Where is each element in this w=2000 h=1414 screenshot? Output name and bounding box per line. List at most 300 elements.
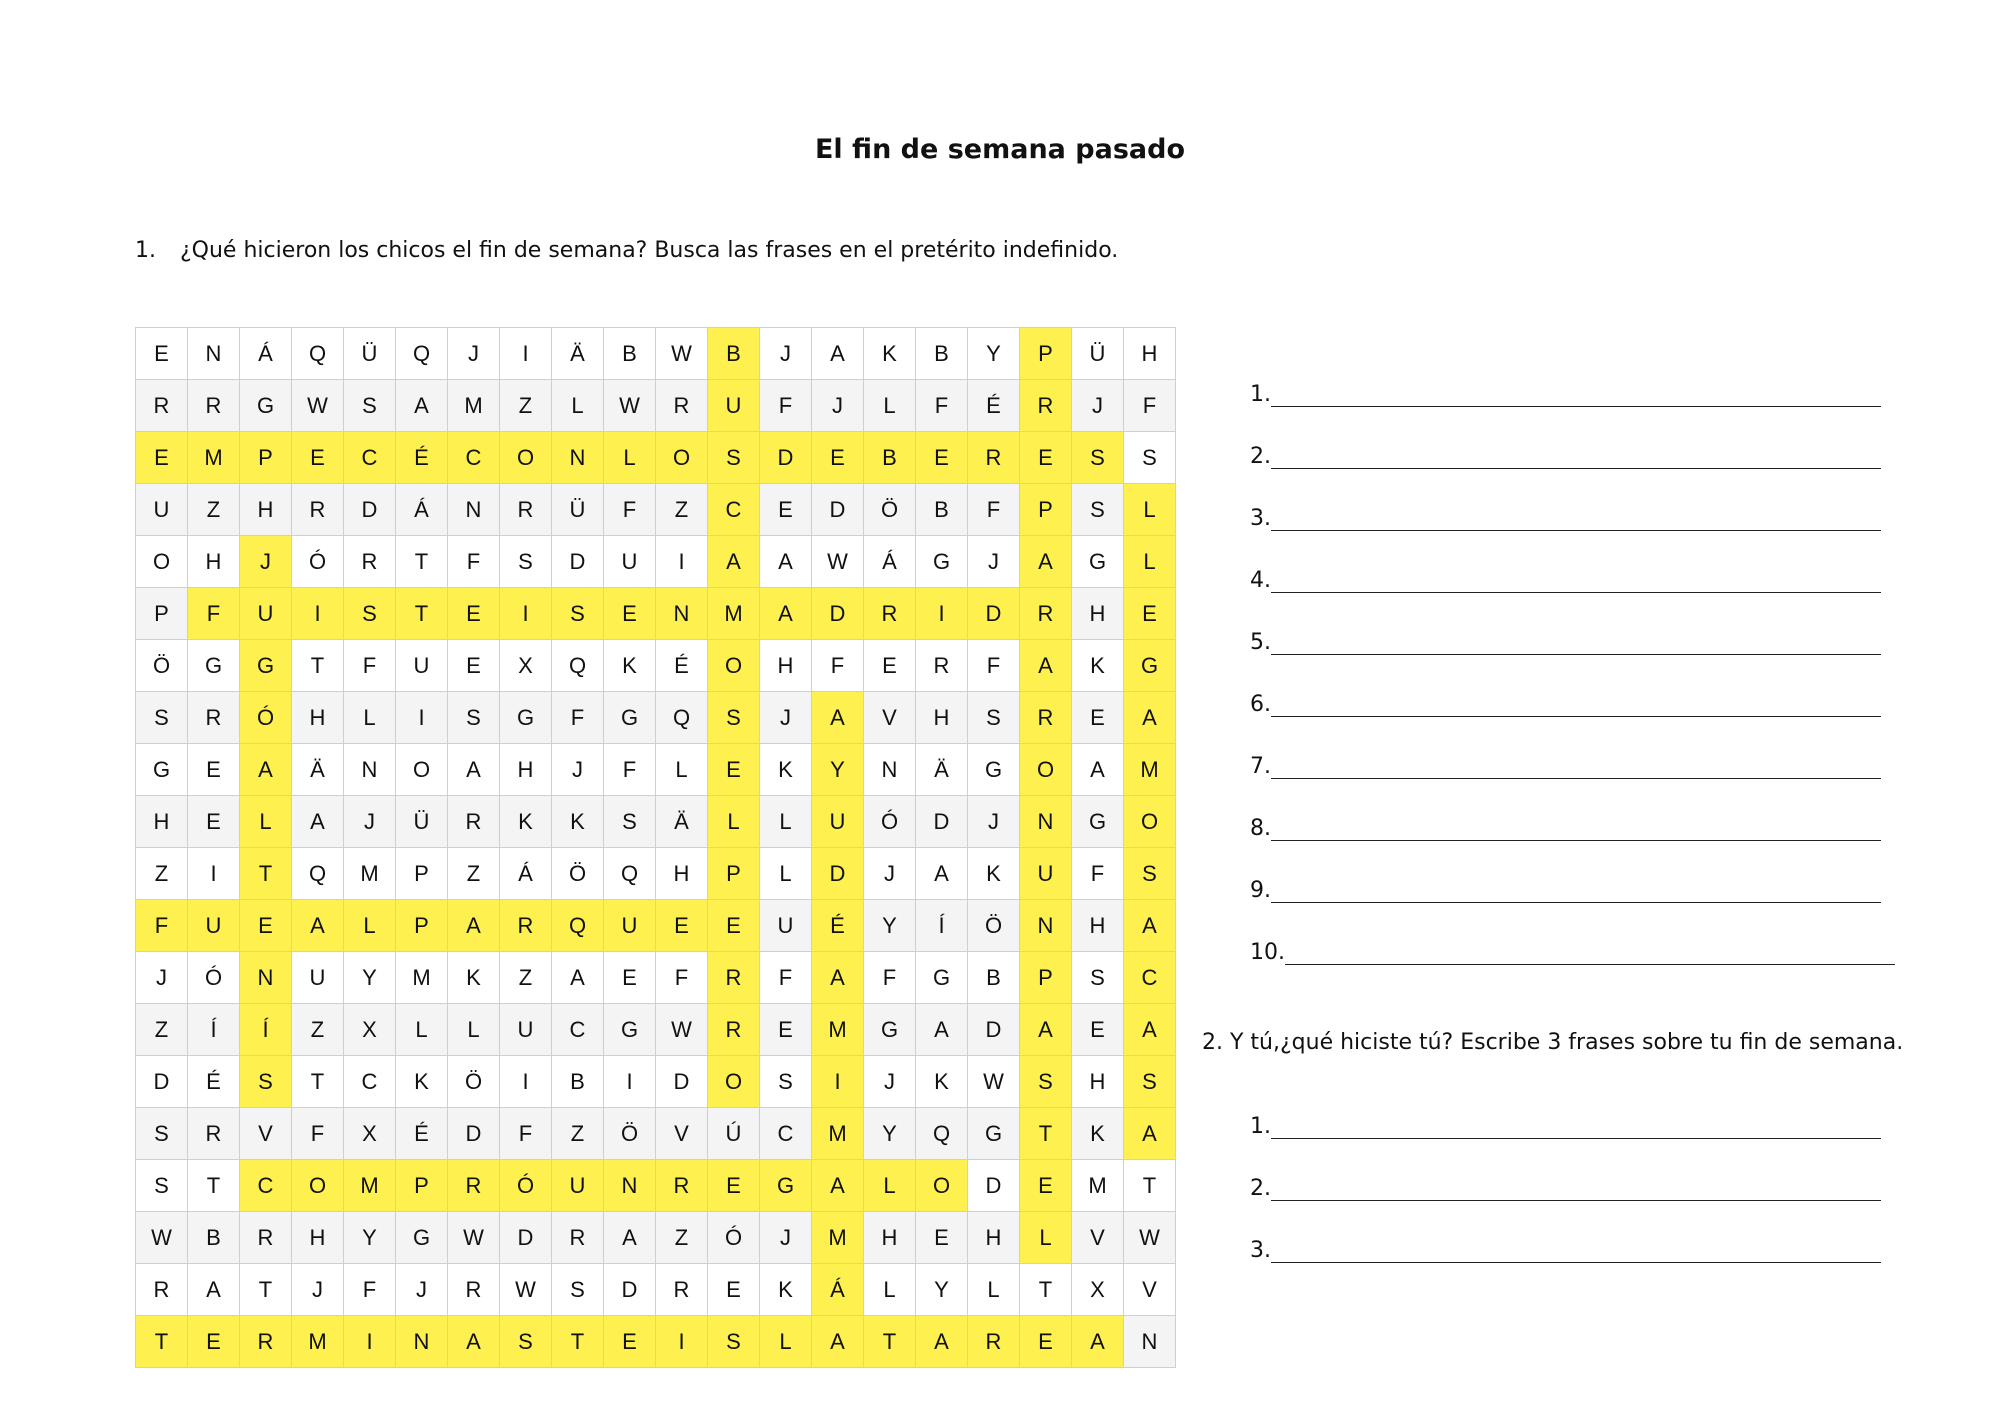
answer-line[interactable] xyxy=(1250,345,1895,407)
grid-cell: K xyxy=(1072,640,1124,692)
grid-cell: U xyxy=(604,900,656,952)
answer-line[interactable] xyxy=(1250,531,1895,593)
grid-cell: R xyxy=(1020,588,1072,640)
grid-cell: J xyxy=(760,1212,812,1264)
grid-cell: E xyxy=(1072,692,1124,744)
grid-cell: Z xyxy=(656,1212,708,1264)
grid-cell: S xyxy=(500,536,552,588)
grid-cell: Q xyxy=(604,848,656,900)
grid-cell: Q xyxy=(292,328,344,380)
answer-blank[interactable] xyxy=(1271,818,1881,841)
question-2: 2. Y tú,¿qué hiciste tú? Escribe 3 frases sobre tu fin de semana. xyxy=(1202,1030,1904,1055)
grid-cell: J xyxy=(292,1264,344,1316)
grid-cell: I xyxy=(656,536,708,588)
grid-cell: B xyxy=(708,328,760,380)
grid-cell: W xyxy=(500,1264,552,1316)
answer-lines-1 xyxy=(1250,345,1895,965)
grid-cell: M xyxy=(812,1108,864,1160)
grid-cell: H xyxy=(188,536,240,588)
grid-cell: D xyxy=(656,1056,708,1108)
grid-cell: O xyxy=(396,744,448,796)
grid-cell: N xyxy=(396,1316,448,1368)
grid-cell: K xyxy=(396,1056,448,1108)
grid-cell: R xyxy=(656,1264,708,1316)
grid-cell: E xyxy=(916,1212,968,1264)
grid-cell: W xyxy=(812,536,864,588)
grid-cell: J xyxy=(864,1056,916,1108)
grid-cell: Z xyxy=(656,484,708,536)
grid-cell: B xyxy=(188,1212,240,1264)
grid-cell: L xyxy=(1020,1212,1072,1264)
grid-cell: S xyxy=(968,692,1020,744)
grid-cell: F xyxy=(344,1264,396,1316)
grid-cell: S xyxy=(136,1160,188,1212)
grid-cell: M xyxy=(1072,1160,1124,1212)
grid-cell: D xyxy=(344,484,396,536)
grid-cell: E xyxy=(864,640,916,692)
grid-cell: O xyxy=(708,640,760,692)
grid-cell: W xyxy=(656,1004,708,1056)
grid-cell: L xyxy=(864,380,916,432)
grid-cell: Ä xyxy=(656,796,708,848)
grid-cell: Ü xyxy=(344,328,396,380)
grid-cell: R xyxy=(240,1316,292,1368)
grid-cell: Y xyxy=(812,744,864,796)
grid-cell: K xyxy=(604,640,656,692)
grid-cell: A xyxy=(448,744,500,796)
grid-cell: R xyxy=(136,380,188,432)
grid-cell: J xyxy=(968,536,1020,588)
grid-cell: D xyxy=(552,536,604,588)
grid-cell: M xyxy=(448,380,500,432)
grid-cell: S xyxy=(1072,432,1124,484)
grid-cell: P xyxy=(136,588,188,640)
grid-cell: Ó xyxy=(708,1212,760,1264)
grid-cell: H xyxy=(1072,900,1124,952)
answer-number: 9. xyxy=(1250,878,1271,903)
grid-cell: É xyxy=(656,640,708,692)
grid-cell: W xyxy=(604,380,656,432)
grid-cell: L xyxy=(656,744,708,796)
grid-cell: K xyxy=(1072,1108,1124,1160)
grid-cell: Í xyxy=(188,1004,240,1056)
grid-cell: S xyxy=(448,692,500,744)
grid-cell: N xyxy=(188,328,240,380)
grid-cell: G xyxy=(1072,536,1124,588)
grid-cell: T xyxy=(136,1316,188,1368)
grid-cell: Z xyxy=(292,1004,344,1056)
grid-cell: A xyxy=(1124,692,1176,744)
grid-cell: Á xyxy=(396,484,448,536)
grid-cell: Ó xyxy=(188,952,240,1004)
grid-cell: F xyxy=(552,692,604,744)
grid-cell: Í xyxy=(916,900,968,952)
grid-cell: Q xyxy=(396,328,448,380)
grid-cell: J xyxy=(968,796,1020,848)
grid-cell: F xyxy=(916,380,968,432)
grid-cell: E xyxy=(708,900,760,952)
grid-cell: T xyxy=(240,1264,292,1316)
answer-line[interactable] xyxy=(1250,469,1895,531)
grid-cell: S xyxy=(1124,432,1176,484)
grid-cell: R xyxy=(968,432,1020,484)
grid-cell: X xyxy=(344,1108,396,1160)
instruction-text: ¿Qué hicieron los chicos el fin de semana? Busca las frases en el pretérito indefinido. xyxy=(180,238,1119,263)
grid-cell: L xyxy=(448,1004,500,1056)
grid-cell: S xyxy=(344,588,396,640)
grid-cell: A xyxy=(812,328,864,380)
grid-cell: O xyxy=(708,1056,760,1108)
grid-cell: T xyxy=(552,1316,604,1368)
answer-number: 1. xyxy=(1250,382,1271,407)
grid-cell: H xyxy=(968,1212,1020,1264)
word-search-grid xyxy=(135,327,1176,1368)
grid-cell: R xyxy=(188,692,240,744)
answer-line[interactable] xyxy=(1250,841,1895,903)
grid-cell: Y xyxy=(864,1108,916,1160)
grid-cell: S xyxy=(1124,848,1176,900)
grid-cell: A xyxy=(812,692,864,744)
grid-cell: B xyxy=(968,952,1020,1004)
grid-cell: H xyxy=(240,484,292,536)
grid-cell: E xyxy=(188,796,240,848)
answer-blank[interactable] xyxy=(1271,508,1881,531)
grid-cell: L xyxy=(240,796,292,848)
grid-cell: T xyxy=(292,1056,344,1108)
grid-cell: K xyxy=(552,796,604,848)
grid-cell: A xyxy=(916,1316,968,1368)
grid-cell: I xyxy=(500,328,552,380)
grid-cell: W xyxy=(968,1056,1020,1108)
grid-cell: U xyxy=(136,484,188,536)
answer-blank[interactable] xyxy=(1271,756,1881,779)
grid-cell: A xyxy=(188,1264,240,1316)
grid-cell: A xyxy=(1020,536,1072,588)
grid-cell: W xyxy=(136,1212,188,1264)
grid-cell: V xyxy=(1124,1264,1176,1316)
grid-cell: G xyxy=(968,1108,1020,1160)
grid-cell: R xyxy=(448,1160,500,1212)
grid-cell: U xyxy=(604,536,656,588)
grid-cell: S xyxy=(604,796,656,848)
grid-cell: G xyxy=(500,692,552,744)
grid-cell: A xyxy=(396,380,448,432)
grid-cell: P xyxy=(396,1160,448,1212)
grid-cell: S xyxy=(552,588,604,640)
answer-blank[interactable] xyxy=(1285,942,1895,965)
grid-cell: I xyxy=(500,1056,552,1108)
grid-cell: U xyxy=(292,952,344,1004)
grid-cell: A xyxy=(1072,1316,1124,1368)
grid-cell: M xyxy=(344,1160,396,1212)
grid-cell: S xyxy=(1124,1056,1176,1108)
grid-cell: E xyxy=(1072,1004,1124,1056)
grid-cell: L xyxy=(968,1264,1020,1316)
grid-cell: H xyxy=(1124,328,1176,380)
grid-cell: E xyxy=(240,900,292,952)
grid-cell: E xyxy=(708,1160,760,1212)
grid-cell: H xyxy=(864,1212,916,1264)
grid-cell: Ä xyxy=(552,328,604,380)
grid-cell: H xyxy=(136,796,188,848)
grid-cell: V xyxy=(240,1108,292,1160)
grid-cell: S xyxy=(552,1264,604,1316)
grid-cell: G xyxy=(916,536,968,588)
instruction xyxy=(135,238,1118,263)
answer-number: 6. xyxy=(1250,692,1271,717)
answer-blank[interactable] xyxy=(1271,694,1881,717)
grid-cell: Z xyxy=(500,380,552,432)
grid-cell: N xyxy=(604,1160,656,1212)
grid-cell: D xyxy=(916,796,968,848)
grid-cell: E xyxy=(292,432,344,484)
grid-cell: Ö xyxy=(968,900,1020,952)
grid-cell: U xyxy=(812,796,864,848)
grid-cell: I xyxy=(604,1056,656,1108)
answer-number: 7. xyxy=(1250,754,1271,779)
grid-cell: A xyxy=(1020,1004,1072,1056)
grid-cell: A xyxy=(552,952,604,1004)
grid-cell: T xyxy=(1020,1264,1072,1316)
grid-cell: I xyxy=(344,1316,396,1368)
grid-cell: C xyxy=(1124,952,1176,1004)
grid-cell: F xyxy=(448,536,500,588)
grid-cell: I xyxy=(292,588,344,640)
page-title: El fin de semana pasado xyxy=(814,134,1186,165)
grid-cell: R xyxy=(1020,692,1072,744)
grid-cell: E xyxy=(812,432,864,484)
grid-cell: A xyxy=(292,900,344,952)
grid-cell: X xyxy=(344,1004,396,1056)
answer-line[interactable] xyxy=(1250,593,1895,655)
grid-cell: F xyxy=(604,744,656,796)
grid-cell: T xyxy=(396,536,448,588)
grid-cell: T xyxy=(1124,1160,1176,1212)
grid-cell: Z xyxy=(500,952,552,1004)
grid-cell: L xyxy=(760,1316,812,1368)
grid-cell: Ó xyxy=(864,796,916,848)
answer-line[interactable] xyxy=(1250,903,1895,965)
answer-line[interactable] xyxy=(1250,1077,1881,1139)
grid-cell: F xyxy=(812,640,864,692)
grid-cell: J xyxy=(760,328,812,380)
answer-blank[interactable] xyxy=(1271,880,1881,903)
grid-cell: U xyxy=(396,640,448,692)
grid-cell: F xyxy=(760,380,812,432)
answer-blank[interactable] xyxy=(1271,1240,1881,1263)
answer-blank[interactable] xyxy=(1271,632,1881,655)
grid-cell: Y xyxy=(968,328,1020,380)
grid-cell: S xyxy=(136,1108,188,1160)
grid-cell: A xyxy=(448,1316,500,1368)
grid-cell: L xyxy=(344,900,396,952)
grid-cell: L xyxy=(552,380,604,432)
grid-cell: Ó xyxy=(292,536,344,588)
answer-blank[interactable] xyxy=(1271,570,1881,593)
grid-cell: N xyxy=(1020,796,1072,848)
grid-cell: J xyxy=(864,848,916,900)
grid-cell: U xyxy=(760,900,812,952)
grid-cell: É xyxy=(396,432,448,484)
answer-line[interactable] xyxy=(1250,1201,1881,1263)
answer-blank[interactable] xyxy=(1271,384,1881,407)
grid-cell: J xyxy=(760,692,812,744)
grid-cell: M xyxy=(344,848,396,900)
grid-cell: A xyxy=(1124,900,1176,952)
grid-cell: Ä xyxy=(292,744,344,796)
answer-line[interactable] xyxy=(1250,717,1895,779)
grid-cell: H xyxy=(1072,1056,1124,1108)
grid-cell: Ó xyxy=(240,692,292,744)
grid-cell: B xyxy=(916,484,968,536)
grid-cell: K xyxy=(864,328,916,380)
grid-cell: E xyxy=(604,952,656,1004)
grid-cell: R xyxy=(708,952,760,1004)
answer-blank[interactable] xyxy=(1271,1178,1881,1201)
grid-cell: T xyxy=(864,1316,916,1368)
grid-cell: E xyxy=(448,588,500,640)
grid-cell: N xyxy=(448,484,500,536)
grid-cell: Ü xyxy=(552,484,604,536)
answer-line[interactable] xyxy=(1250,655,1895,717)
grid-cell: K xyxy=(968,848,1020,900)
grid-cell: U xyxy=(708,380,760,432)
grid-cell: R xyxy=(656,1160,708,1212)
grid-cell: F xyxy=(1072,848,1124,900)
grid-cell: B xyxy=(552,1056,604,1108)
grid-cell: R xyxy=(188,1108,240,1160)
grid-cell: J xyxy=(136,952,188,1004)
grid-cell: F xyxy=(604,484,656,536)
grid-cell: C xyxy=(552,1004,604,1056)
grid-cell: G xyxy=(1124,640,1176,692)
grid-cell: J xyxy=(396,1264,448,1316)
grid-cell: S xyxy=(1072,484,1124,536)
grid-cell: R xyxy=(656,380,708,432)
answer-number: 2. xyxy=(1250,444,1271,469)
grid-cell: Á xyxy=(864,536,916,588)
grid-cell: U xyxy=(240,588,292,640)
grid-cell: F xyxy=(292,1108,344,1160)
grid-cell: E xyxy=(760,1004,812,1056)
grid-cell: P xyxy=(240,432,292,484)
grid-cell: N xyxy=(656,588,708,640)
grid-cell: A xyxy=(1020,640,1072,692)
grid-cell: M xyxy=(812,1004,864,1056)
answer-number: 10. xyxy=(1250,940,1285,965)
grid-cell: P xyxy=(1020,952,1072,1004)
grid-cell: F xyxy=(968,484,1020,536)
answer-number: 3. xyxy=(1250,1238,1271,1263)
grid-cell: R xyxy=(916,640,968,692)
grid-cell: S xyxy=(136,692,188,744)
grid-cell: Z xyxy=(552,1108,604,1160)
answer-line[interactable] xyxy=(1250,407,1895,469)
grid-cell: D xyxy=(448,1108,500,1160)
grid-cell: C xyxy=(760,1108,812,1160)
answer-number: 1. xyxy=(1250,1114,1271,1139)
grid-cell: N xyxy=(240,952,292,1004)
grid-cell: E xyxy=(708,1264,760,1316)
grid-cell: D xyxy=(968,1160,1020,1212)
grid-cell: Y xyxy=(344,952,396,1004)
grid-cell: E xyxy=(448,640,500,692)
answer-number: 3. xyxy=(1250,506,1271,531)
grid-cell: L xyxy=(1124,536,1176,588)
grid-cell: V xyxy=(656,1108,708,1160)
grid-cell: Q xyxy=(552,640,604,692)
grid-cell: P xyxy=(708,848,760,900)
grid-cell: O xyxy=(916,1160,968,1212)
grid-cell: N xyxy=(552,432,604,484)
grid-cell: Z xyxy=(188,484,240,536)
grid-cell: W xyxy=(1124,1212,1176,1264)
grid-cell: Y xyxy=(864,900,916,952)
grid-cell: N xyxy=(344,744,396,796)
grid-cell: Z xyxy=(448,848,500,900)
grid-cell: T xyxy=(240,848,292,900)
grid-cell: L xyxy=(708,796,760,848)
grid-cell: E xyxy=(916,432,968,484)
grid-cell: V xyxy=(864,692,916,744)
answer-blank[interactable] xyxy=(1271,446,1881,469)
grid-cell: É xyxy=(968,380,1020,432)
grid-cell: F xyxy=(500,1108,552,1160)
answer-blank[interactable] xyxy=(1271,1116,1881,1139)
grid-cell: Ü xyxy=(1072,328,1124,380)
grid-cell: R xyxy=(240,1212,292,1264)
grid-cell: X xyxy=(1072,1264,1124,1316)
grid-cell: R xyxy=(552,1212,604,1264)
grid-cell: M xyxy=(708,588,760,640)
grid-cell: G xyxy=(240,640,292,692)
grid-cell: J xyxy=(448,328,500,380)
grid-cell: L xyxy=(760,848,812,900)
grid-cell: M xyxy=(812,1212,864,1264)
grid-cell: H xyxy=(292,692,344,744)
answer-line[interactable] xyxy=(1250,1139,1881,1201)
grid-cell: J xyxy=(344,796,396,848)
grid-cell: M xyxy=(292,1316,344,1368)
grid-cell: E xyxy=(708,744,760,796)
grid-cell: A xyxy=(760,536,812,588)
grid-cell: I xyxy=(916,588,968,640)
grid-cell: O xyxy=(292,1160,344,1212)
grid-cell: I xyxy=(500,588,552,640)
grid-cell: L xyxy=(604,432,656,484)
grid-cell: Q xyxy=(916,1108,968,1160)
grid-cell: A xyxy=(1124,1108,1176,1160)
grid-cell: P xyxy=(396,900,448,952)
grid-cell: G xyxy=(604,692,656,744)
grid-cell: A xyxy=(1124,1004,1176,1056)
grid-cell: A xyxy=(812,952,864,1004)
grid-cell: É xyxy=(396,1108,448,1160)
grid-cell: Í xyxy=(240,1004,292,1056)
grid-cell: G xyxy=(188,640,240,692)
grid-cell: S xyxy=(708,1316,760,1368)
grid-cell: G xyxy=(604,1004,656,1056)
grid-cell: W xyxy=(292,380,344,432)
grid-cell: T xyxy=(292,640,344,692)
grid-cell: J xyxy=(812,380,864,432)
grid-cell: V xyxy=(1072,1212,1124,1264)
answer-line[interactable] xyxy=(1250,779,1895,841)
grid-cell: F xyxy=(188,588,240,640)
grid-cell: R xyxy=(708,1004,760,1056)
grid-cell: W xyxy=(656,328,708,380)
grid-cell: H xyxy=(760,640,812,692)
